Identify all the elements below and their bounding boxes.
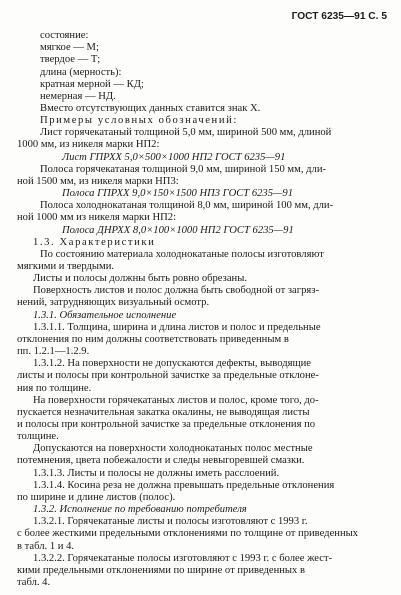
text-line: кими предельными отклонениями по ширине от приведенных в [17, 564, 306, 576]
designation-example: Полоса ДНРХХ 8,0×100×1000 НП2 ГОСТ 6235—91 [62, 224, 294, 236]
section-heading: 1.3. Характеристики [33, 236, 156, 248]
text-line: ной 1000 мм из никеля марки НП2: [17, 212, 177, 224]
text-line: потемнения, цвета побежалости и следы невыгоревшей смазки. [17, 455, 305, 467]
text-line: пп. 1.2.1—1.2.9. [17, 346, 90, 357]
text-line: листы и полосы при контрольной зачистке за предельные отклоне- [17, 370, 319, 382]
text-line: с более жесткими предельными отклонениями по толщине от приведенных [17, 528, 359, 540]
text-line: 1.3.1.1. Толщина, ширина и длина листов и полос и предельные [33, 321, 321, 333]
text-line: мягкое — М; [40, 42, 99, 54]
text-line: По состоянию материала холоднокатаные полосы изготовляют [40, 248, 324, 260]
text-line: ной 1500 мм, из никеля марки НП3: [17, 175, 179, 187]
text-line: толщине. [17, 431, 59, 443]
text-line: в табл. 1 и 4. [17, 540, 75, 552]
text-line: твердое — Т; [40, 54, 101, 66]
text-line: по ширине и длине листов (полос). [17, 491, 176, 503]
text-line: длина (мерность): [40, 66, 122, 78]
text-line: 1.3.2.2. Горячекатаные полосы изготовляют с 1993 г. с более жест- [33, 552, 333, 564]
text-line: 1.3.2.1. Горячекатаные листы и полосы изготовляют с 1993 г. [33, 516, 308, 528]
text-line: Полоса холоднокатаная толщиной 8,0 мм, шириной 100 мм, дли- [40, 200, 334, 212]
text-line: На поверхности горячекатаных листов и полос, кроме того, до- [33, 394, 319, 406]
text-line: ния по толщине. [17, 382, 92, 394]
designation-example: Полоса ГПРХХ 9,0×150×1500 НП3 ГОСТ 6235—91 [62, 188, 294, 199]
text-line: 1000 мм, из никеля марки НП2: [17, 139, 160, 151]
text-line: пускается незначительная закатка окалины, не выводящая листы [17, 406, 310, 418]
text-line: Лист горячекатаный толщиной 5,0 мм, шириной 500 мм, длиной [40, 127, 332, 139]
text-line: 1.3.1.4. Косина реза не должна превышать предельные отклонения [33, 479, 335, 491]
text-line: табл. 4. [17, 577, 51, 588]
text-line: нений, затрудняющих визуальный осмотр. [17, 297, 210, 309]
text-line: Листы и полосы должны быть ровно обрезаны. [33, 273, 247, 285]
text-line: 1.3.1.3. Листы и полосы не должны иметь расслоений. [33, 467, 280, 479]
text-line: и полосы при контрольной зачистке за предельные отклонения по [17, 419, 316, 430]
text-line: Поверхность листов и полос должна быть свободной от загряз- [33, 285, 319, 297]
text-line: 1.3.1.2. На поверхности не допускаются дефекты, выводящие [33, 358, 312, 370]
text-line: Полоса горячекатаная толщиной 9,0 мм, шириной 150 мм, дли- [40, 163, 327, 175]
subsection-heading: 1.3.2. Исполнение по требованию потребителя [33, 504, 247, 516]
designation-example: Лист ГПРХХ 5,0×500×1000 НП2 ГОСТ 6235—91 [62, 151, 286, 163]
page-header: ГОСТ 6235—91 С. 5 [291, 11, 387, 22]
text-line: отклонения по ним должны соответствовать приведенным в [17, 333, 289, 345]
subsection-heading: 1.3.1. Обязательное исполнение [33, 309, 177, 321]
text-line: немерная — НД. [40, 90, 116, 102]
text-line: Вместо отсутствующих данных ставится знак Х. [40, 102, 261, 114]
text-line: мягкими и твердыми. [17, 261, 115, 272]
text-line: кратная мерной — КД; [40, 78, 144, 90]
text-line: состояние: [40, 30, 89, 41]
text-line: Допускаются на поверхности холоднокатаных полос местные [33, 443, 313, 455]
section-heading: Примеры условных обозначений: [40, 115, 238, 127]
